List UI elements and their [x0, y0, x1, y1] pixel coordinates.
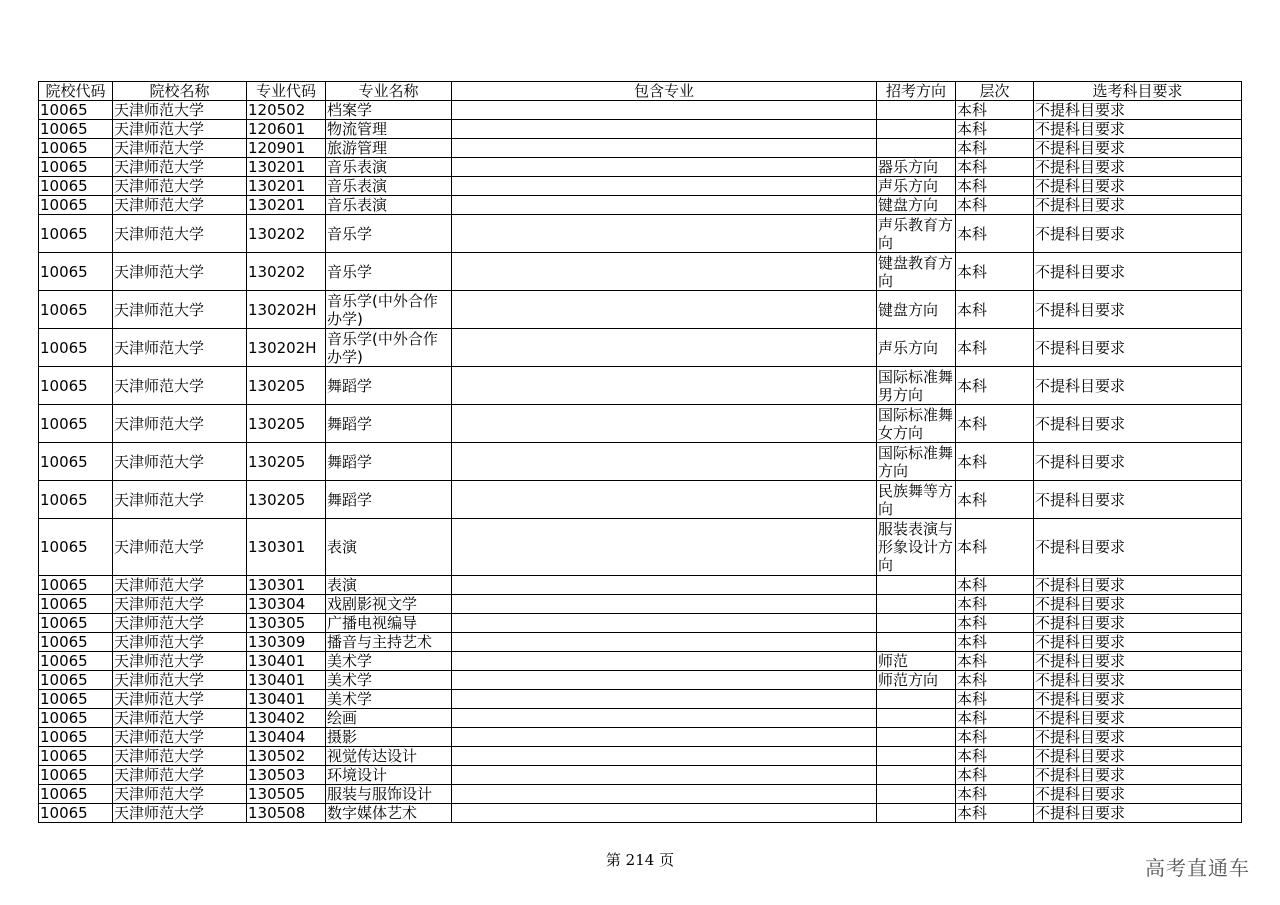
cell-subject-requirement: 不提科目要求: [1034, 804, 1242, 823]
cell-subject-requirement: 不提科目要求: [1034, 481, 1242, 519]
cell-subject-requirement: 不提科目要求: [1034, 443, 1242, 481]
cell-school-name: 天津师范大学: [113, 215, 247, 253]
cell-school-name: 天津师范大学: [113, 101, 247, 120]
cell-major-code: 120502: [247, 101, 326, 120]
cell-school-name: 天津师范大学: [113, 253, 247, 291]
cell-level: 本科: [956, 443, 1034, 481]
cell-major-code: 130202H: [247, 329, 326, 367]
cell-subject-requirement: 不提科目要求: [1034, 576, 1242, 595]
cell-major-name: 音乐学(中外合作办学): [326, 329, 452, 367]
cell-included-majors: [452, 576, 877, 595]
table-row: [39, 519, 1242, 576]
cell-major-code: 130301: [247, 519, 326, 576]
cell-direction: 服装表演与形象设计方向: [877, 519, 956, 576]
cell-direction: 键盘方向: [877, 196, 956, 215]
cell-major-name: 绘画: [326, 709, 452, 728]
cell-subject-requirement: 不提科目要求: [1034, 215, 1242, 253]
cell-included-majors: [452, 747, 877, 766]
cell-school-name: 天津师范大学: [113, 196, 247, 215]
cell-school-name: 天津师范大学: [113, 481, 247, 519]
cell-included-majors: [452, 709, 877, 728]
cell-school-code: 10065: [39, 481, 113, 519]
cell-direction: [877, 728, 956, 747]
cell-included-majors: [452, 291, 877, 329]
cell-subject-requirement: 不提科目要求: [1034, 367, 1242, 405]
cell-major-code: 130402: [247, 709, 326, 728]
cell-direction: 民族舞等方向: [877, 481, 956, 519]
cell-major-code: 130205: [247, 367, 326, 405]
cell-school-name: 天津师范大学: [113, 405, 247, 443]
header-school-name: 院校名称: [113, 82, 247, 101]
cell-school-name: 天津师范大学: [113, 443, 247, 481]
table-row: [39, 177, 1242, 196]
cell-major-code: 120901: [247, 139, 326, 158]
cell-included-majors: [452, 614, 877, 633]
cell-school-name: 天津师范大学: [113, 671, 247, 690]
cell-school-code: 10065: [39, 747, 113, 766]
cell-included-majors: [452, 785, 877, 804]
table-row: [39, 120, 1242, 139]
cell-subject-requirement: 不提科目要求: [1034, 158, 1242, 177]
cell-level: 本科: [956, 291, 1034, 329]
cell-major-code: 130201: [247, 177, 326, 196]
cell-major-name: 音乐表演: [326, 196, 452, 215]
cell-level: 本科: [956, 747, 1034, 766]
cell-direction: [877, 785, 956, 804]
cell-subject-requirement: 不提科目要求: [1034, 747, 1242, 766]
cell-subject-requirement: 不提科目要求: [1034, 405, 1242, 443]
watermark-text: 高考直通车: [1145, 856, 1250, 880]
header-row: [39, 82, 1242, 101]
cell-subject-requirement: 不提科目要求: [1034, 101, 1242, 120]
cell-direction: 国际标准舞方向: [877, 443, 956, 481]
cell-major-name: 音乐学: [326, 253, 452, 291]
header-level: 层次: [956, 82, 1034, 101]
header-major-name: 专业名称: [326, 82, 452, 101]
table-row: [39, 614, 1242, 633]
cell-level: 本科: [956, 671, 1034, 690]
cell-major-code: 130301: [247, 576, 326, 595]
table-row: [39, 595, 1242, 614]
header-included-majors: 包含专业: [452, 82, 877, 101]
cell-school-code: 10065: [39, 139, 113, 158]
cell-included-majors: [452, 405, 877, 443]
cell-major-code: 130503: [247, 766, 326, 785]
cell-level: 本科: [956, 139, 1034, 158]
cell-major-code: 120601: [247, 120, 326, 139]
cell-school-name: 天津师范大学: [113, 709, 247, 728]
cell-included-majors: [452, 728, 877, 747]
cell-direction: [877, 139, 956, 158]
cell-level: 本科: [956, 595, 1034, 614]
cell-school-code: 10065: [39, 633, 113, 652]
cell-direction: [877, 766, 956, 785]
cell-school-code: 10065: [39, 215, 113, 253]
cell-level: 本科: [956, 120, 1034, 139]
cell-subject-requirement: 不提科目要求: [1034, 139, 1242, 158]
cell-included-majors: [452, 120, 877, 139]
cell-school-code: 10065: [39, 405, 113, 443]
cell-included-majors: [452, 139, 877, 158]
cell-included-majors: [452, 443, 877, 481]
cell-major-name: 戏剧影视文学: [326, 595, 452, 614]
header-school-code: 院校代码: [39, 82, 113, 101]
cell-school-code: 10065: [39, 291, 113, 329]
cell-school-code: 10065: [39, 766, 113, 785]
cell-school-code: 10065: [39, 671, 113, 690]
cell-level: 本科: [956, 405, 1034, 443]
table-row: [39, 443, 1242, 481]
table-row: [39, 747, 1242, 766]
cell-school-code: 10065: [39, 595, 113, 614]
cell-direction: [877, 690, 956, 709]
cell-level: 本科: [956, 329, 1034, 367]
cell-major-name: 表演: [326, 576, 452, 595]
cell-school-name: 天津师范大学: [113, 139, 247, 158]
cell-school-code: 10065: [39, 709, 113, 728]
cell-major-code: 130401: [247, 671, 326, 690]
cell-level: 本科: [956, 690, 1034, 709]
cell-major-name: 舞蹈学: [326, 443, 452, 481]
table-row: [39, 633, 1242, 652]
cell-school-code: 10065: [39, 196, 113, 215]
cell-level: 本科: [956, 633, 1034, 652]
cell-subject-requirement: 不提科目要求: [1034, 709, 1242, 728]
cell-school-code: 10065: [39, 728, 113, 747]
table-row: [39, 709, 1242, 728]
cell-major-code: 130404: [247, 728, 326, 747]
cell-school-name: 天津师范大学: [113, 595, 247, 614]
table-row: [39, 785, 1242, 804]
admissions-table: [38, 81, 1242, 823]
cell-major-code: 130305: [247, 614, 326, 633]
cell-direction: 键盘方向: [877, 291, 956, 329]
cell-direction: [877, 595, 956, 614]
cell-school-code: 10065: [39, 785, 113, 804]
cell-included-majors: [452, 766, 877, 785]
cell-school-name: 天津师范大学: [113, 728, 247, 747]
cell-subject-requirement: 不提科目要求: [1034, 177, 1242, 196]
cell-level: 本科: [956, 728, 1034, 747]
cell-major-name: 视觉传达设计: [326, 747, 452, 766]
cell-major-name: 广播电视编导: [326, 614, 452, 633]
cell-direction: [877, 614, 956, 633]
cell-included-majors: [452, 158, 877, 177]
table-row: [39, 158, 1242, 177]
cell-major-name: 数字媒体艺术: [326, 804, 452, 823]
cell-school-name: 天津师范大学: [113, 120, 247, 139]
cell-major-code: 130205: [247, 405, 326, 443]
cell-school-name: 天津师范大学: [113, 804, 247, 823]
cell-major-name: 表演: [326, 519, 452, 576]
cell-school-code: 10065: [39, 652, 113, 671]
cell-included-majors: [452, 177, 877, 196]
table-row: [39, 690, 1242, 709]
table-row: [39, 405, 1242, 443]
cell-major-code: 130505: [247, 785, 326, 804]
cell-school-name: 天津师范大学: [113, 291, 247, 329]
table-row: [39, 576, 1242, 595]
cell-major-code: 130205: [247, 443, 326, 481]
cell-included-majors: [452, 367, 877, 405]
cell-included-majors: [452, 253, 877, 291]
cell-school-name: 天津师范大学: [113, 158, 247, 177]
cell-direction: [877, 101, 956, 120]
cell-included-majors: [452, 671, 877, 690]
cell-included-majors: [452, 196, 877, 215]
cell-level: 本科: [956, 614, 1034, 633]
cell-school-name: 天津师范大学: [113, 614, 247, 633]
cell-included-majors: [452, 101, 877, 120]
cell-subject-requirement: 不提科目要求: [1034, 671, 1242, 690]
cell-included-majors: [452, 595, 877, 614]
cell-included-majors: [452, 804, 877, 823]
cell-included-majors: [452, 519, 877, 576]
cell-direction: 国际标准舞男方向: [877, 367, 956, 405]
cell-direction: [877, 747, 956, 766]
cell-included-majors: [452, 329, 877, 367]
cell-major-code: 130401: [247, 652, 326, 671]
cell-major-name: 音乐表演: [326, 177, 452, 196]
table-row: [39, 196, 1242, 215]
cell-direction: 器乐方向: [877, 158, 956, 177]
header-subject-requirement: 选考科目要求: [1034, 82, 1242, 101]
cell-school-name: 天津师范大学: [113, 766, 247, 785]
cell-major-code: 130202: [247, 253, 326, 291]
cell-subject-requirement: 不提科目要求: [1034, 595, 1242, 614]
cell-major-name: 物流管理: [326, 120, 452, 139]
cell-major-code: 130205: [247, 481, 326, 519]
cell-school-code: 10065: [39, 367, 113, 405]
cell-school-code: 10065: [39, 329, 113, 367]
cell-school-name: 天津师范大学: [113, 576, 247, 595]
cell-direction: [877, 709, 956, 728]
cell-major-code: 130201: [247, 158, 326, 177]
cell-subject-requirement: 不提科目要求: [1034, 690, 1242, 709]
cell-direction: [877, 804, 956, 823]
cell-level: 本科: [956, 709, 1034, 728]
table-row: [39, 804, 1242, 823]
cell-level: 本科: [956, 177, 1034, 196]
cell-school-name: 天津师范大学: [113, 690, 247, 709]
table-row: [39, 766, 1242, 785]
cell-subject-requirement: 不提科目要求: [1034, 633, 1242, 652]
cell-level: 本科: [956, 101, 1034, 120]
cell-subject-requirement: 不提科目要求: [1034, 519, 1242, 576]
cell-school-code: 10065: [39, 690, 113, 709]
cell-level: 本科: [956, 785, 1034, 804]
cell-level: 本科: [956, 158, 1034, 177]
cell-major-name: 旅游管理: [326, 139, 452, 158]
cell-major-code: 130202H: [247, 291, 326, 329]
cell-school-code: 10065: [39, 177, 113, 196]
cell-major-name: 舞蹈学: [326, 367, 452, 405]
cell-school-name: 天津师范大学: [113, 652, 247, 671]
cell-major-code: 130502: [247, 747, 326, 766]
cell-school-name: 天津师范大学: [113, 329, 247, 367]
cell-level: 本科: [956, 481, 1034, 519]
cell-school-code: 10065: [39, 158, 113, 177]
cell-subject-requirement: 不提科目要求: [1034, 120, 1242, 139]
cell-level: 本科: [956, 367, 1034, 405]
cell-level: 本科: [956, 766, 1034, 785]
table-row: [39, 215, 1242, 253]
cell-major-name: 音乐学: [326, 215, 452, 253]
cell-included-majors: [452, 652, 877, 671]
cell-subject-requirement: 不提科目要求: [1034, 253, 1242, 291]
cell-school-name: 天津师范大学: [113, 747, 247, 766]
header-major-code: 专业代码: [247, 82, 326, 101]
cell-major-name: 舞蹈学: [326, 481, 452, 519]
cell-subject-requirement: 不提科目要求: [1034, 652, 1242, 671]
cell-major-name: 音乐表演: [326, 158, 452, 177]
table-row: [39, 329, 1242, 367]
cell-major-name: 档案学: [326, 101, 452, 120]
cell-school-code: 10065: [39, 804, 113, 823]
cell-subject-requirement: 不提科目要求: [1034, 196, 1242, 215]
cell-subject-requirement: 不提科目要求: [1034, 728, 1242, 747]
cell-school-code: 10065: [39, 253, 113, 291]
cell-major-name: 环境设计: [326, 766, 452, 785]
cell-direction: 声乐教育方向: [877, 215, 956, 253]
cell-school-code: 10065: [39, 519, 113, 576]
table-row: [39, 139, 1242, 158]
cell-level: 本科: [956, 196, 1034, 215]
cell-school-name: 天津师范大学: [113, 367, 247, 405]
cell-subject-requirement: 不提科目要求: [1034, 291, 1242, 329]
cell-level: 本科: [956, 253, 1034, 291]
cell-included-majors: [452, 690, 877, 709]
cell-major-code: 130201: [247, 196, 326, 215]
table-row: [39, 652, 1242, 671]
cell-direction: 键盘教育方向: [877, 253, 956, 291]
cell-school-name: 天津师范大学: [113, 633, 247, 652]
table-row: [39, 253, 1242, 291]
cell-direction: 师范: [877, 652, 956, 671]
cell-level: 本科: [956, 519, 1034, 576]
table-row: [39, 367, 1242, 405]
cell-school-name: 天津师范大学: [113, 177, 247, 196]
cell-major-code: 130508: [247, 804, 326, 823]
cell-school-code: 10065: [39, 576, 113, 595]
cell-direction: [877, 633, 956, 652]
cell-major-name: 服装与服饰设计: [326, 785, 452, 804]
cell-included-majors: [452, 633, 877, 652]
cell-major-name: 美术学: [326, 652, 452, 671]
cell-school-code: 10065: [39, 120, 113, 139]
cell-major-code: 130401: [247, 690, 326, 709]
cell-school-name: 天津师范大学: [113, 785, 247, 804]
header-direction: 招考方向: [877, 82, 956, 101]
cell-subject-requirement: 不提科目要求: [1034, 766, 1242, 785]
cell-direction: 声乐方向: [877, 329, 956, 367]
table-row: [39, 101, 1242, 120]
cell-direction: 师范方向: [877, 671, 956, 690]
cell-school-code: 10065: [39, 443, 113, 481]
page-number: 第 214 页: [605, 851, 675, 869]
table-row: [39, 671, 1242, 690]
cell-level: 本科: [956, 576, 1034, 595]
table-row: [39, 481, 1242, 519]
cell-subject-requirement: 不提科目要求: [1034, 329, 1242, 367]
cell-school-name: 天津师范大学: [113, 519, 247, 576]
cell-major-name: 播音与主持艺术: [326, 633, 452, 652]
cell-school-code: 10065: [39, 614, 113, 633]
cell-included-majors: [452, 481, 877, 519]
cell-direction: [877, 576, 956, 595]
cell-major-name: 美术学: [326, 690, 452, 709]
cell-level: 本科: [956, 804, 1034, 823]
cell-major-code: 130304: [247, 595, 326, 614]
cell-direction: [877, 120, 956, 139]
cell-major-name: 音乐学(中外合作办学): [326, 291, 452, 329]
cell-major-code: 130309: [247, 633, 326, 652]
cell-major-name: 舞蹈学: [326, 405, 452, 443]
cell-direction: 国际标准舞女方向: [877, 405, 956, 443]
cell-level: 本科: [956, 652, 1034, 671]
cell-included-majors: [452, 215, 877, 253]
table-row: [39, 728, 1242, 747]
cell-subject-requirement: 不提科目要求: [1034, 614, 1242, 633]
table-row: [39, 291, 1242, 329]
cell-direction: 声乐方向: [877, 177, 956, 196]
cell-subject-requirement: 不提科目要求: [1034, 785, 1242, 804]
table-body: [39, 101, 1242, 823]
cell-school-code: 10065: [39, 101, 113, 120]
cell-major-code: 130202: [247, 215, 326, 253]
cell-level: 本科: [956, 215, 1034, 253]
cell-major-name: 摄影: [326, 728, 452, 747]
cell-major-name: 美术学: [326, 671, 452, 690]
